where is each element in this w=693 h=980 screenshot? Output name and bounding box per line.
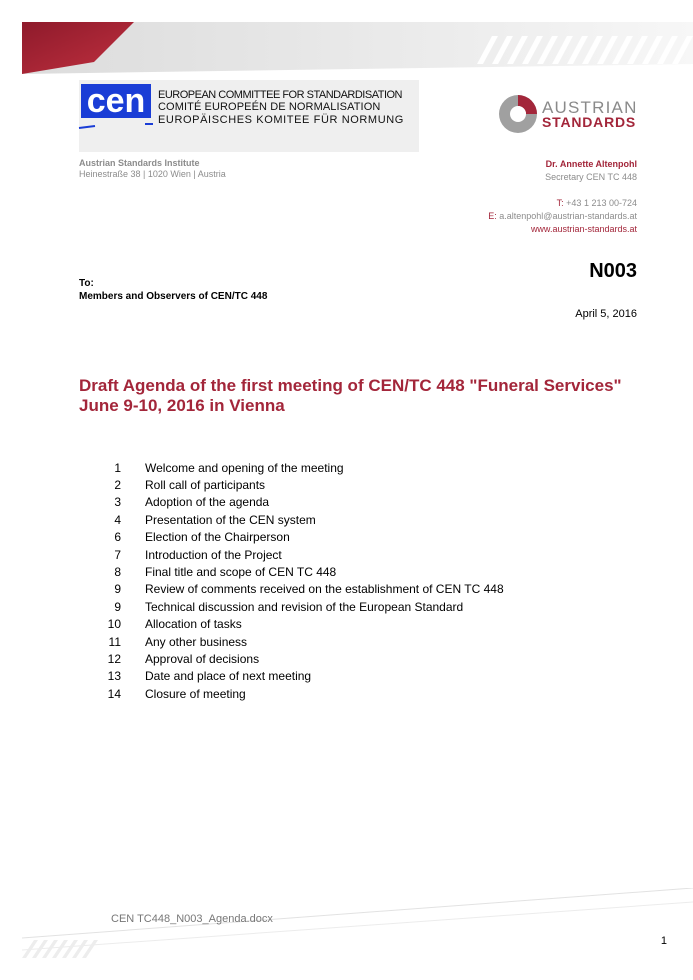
agenda-item-number: 7 <box>114 547 121 562</box>
title-line-2: June 9-10, 2016 in Vienna <box>79 396 285 415</box>
austrian-standards-word1: AUSTRIAN <box>542 98 638 117</box>
agenda-item-number: 2 <box>114 478 121 493</box>
agenda-item-number: 9 <box>114 599 121 614</box>
agenda-item-text: Review of comments received on the establishment of CEN TC 448 <box>145 582 504 597</box>
contact-website-link[interactable]: www.austrian-standards.at <box>530 224 637 234</box>
agenda-item-number: 10 <box>107 617 121 632</box>
agenda-item-number: 3 <box>114 495 121 510</box>
agenda-item <box>100 633 504 650</box>
agenda-item <box>100 685 504 702</box>
agenda-item-number: 4 <box>114 512 121 527</box>
agenda-item <box>100 581 504 598</box>
agenda-item-text: Closure of meeting <box>145 686 246 701</box>
agenda-item <box>100 511 504 528</box>
austrian-standards-word2: STANDARDS <box>542 114 637 130</box>
contact-email <box>488 211 637 221</box>
page-number: 1 <box>660 935 667 947</box>
email-label: E: <box>488 211 497 221</box>
title-line-1: Draft Agenda of the first meeting of CEN/TC 448 "Funeral Services" <box>79 376 622 395</box>
agenda-item-number: 13 <box>107 669 121 684</box>
cen-name-german: EUROPÄISCHES KOMITEE FÜR NORMUNG <box>158 114 404 126</box>
agenda-item-text: Roll call of participants <box>145 478 266 493</box>
sender-institute: Austrian Standards Institute <box>79 158 200 168</box>
agenda-item-text: Final title and scope of CEN TC 448 <box>145 565 337 580</box>
cen-name-french: COMITÉ EUROPEÉN DE NORMALISATION <box>158 101 381 113</box>
agenda-item-text: Welcome and opening of the meeting <box>145 460 344 475</box>
email-address[interactable]: a.altenpohl@austrian-standards.at <box>499 211 637 221</box>
agenda-item-number: 1 <box>114 460 121 475</box>
agenda-item <box>100 546 504 563</box>
agenda-item-text: Adoption of the agenda <box>145 495 270 510</box>
cen-logo <box>75 80 153 140</box>
agenda-item <box>100 598 504 615</box>
cen-logo-text: cen <box>86 82 146 120</box>
phone-number: +43 1 213 00-724 <box>566 198 637 208</box>
contact-name: Dr. Annette Altenpohl <box>545 159 637 169</box>
agenda-item-text: Election of the Chairperson <box>145 530 290 545</box>
sender-address: Heinestraße 38 | 1020 Wien | Austria <box>79 169 226 179</box>
agenda-item-number: 14 <box>107 686 121 701</box>
agenda-item-text: Approval of decisions <box>145 651 260 666</box>
agenda-item-number: 8 <box>114 565 121 580</box>
document-number: N003 <box>589 260 637 282</box>
document-date: April 5, 2016 <box>575 308 637 320</box>
agenda-item-text: Allocation of tasks <box>145 617 242 632</box>
agenda-list <box>100 459 504 702</box>
agenda-item-text: Introduction of the Project <box>145 547 282 562</box>
cen-name-english: EUROPEAN COMMITTEE FOR STANDARDISATION <box>158 89 402 101</box>
agenda-item <box>100 668 504 685</box>
agenda-item <box>100 494 504 511</box>
header-decoration <box>22 22 693 74</box>
agenda-item <box>100 529 504 546</box>
agenda-item-number: 12 <box>107 651 121 666</box>
contact-phone <box>557 198 637 208</box>
agenda-item-number: 9 <box>114 582 121 597</box>
agenda-item <box>100 459 504 476</box>
agenda-item <box>100 476 504 493</box>
recipient-label: To: <box>79 278 94 289</box>
austrian-standards-logo-icon <box>497 93 539 135</box>
footer-filename: CEN TC448_N003_Agenda.docx <box>111 913 273 925</box>
agenda-item-number: 6 <box>114 530 121 545</box>
phone-label: T: <box>556 198 564 208</box>
contact-role: Secretary CEN TC 448 <box>545 172 637 182</box>
agenda-item <box>100 650 504 667</box>
agenda-item-number: 11 <box>108 634 121 649</box>
agenda-item <box>100 616 504 633</box>
document-title <box>79 376 622 416</box>
agenda-item-text: Presentation of the CEN system <box>145 512 316 527</box>
agenda-item <box>100 563 504 580</box>
agenda-item-text: Technical discussion and revision of the European Standard <box>145 599 464 614</box>
agenda-item-text: Date and place of next meeting <box>145 669 312 684</box>
agenda-item-text: Any other business <box>145 634 248 649</box>
recipient-value: Members and Observers of CEN/TC 448 <box>79 291 268 302</box>
